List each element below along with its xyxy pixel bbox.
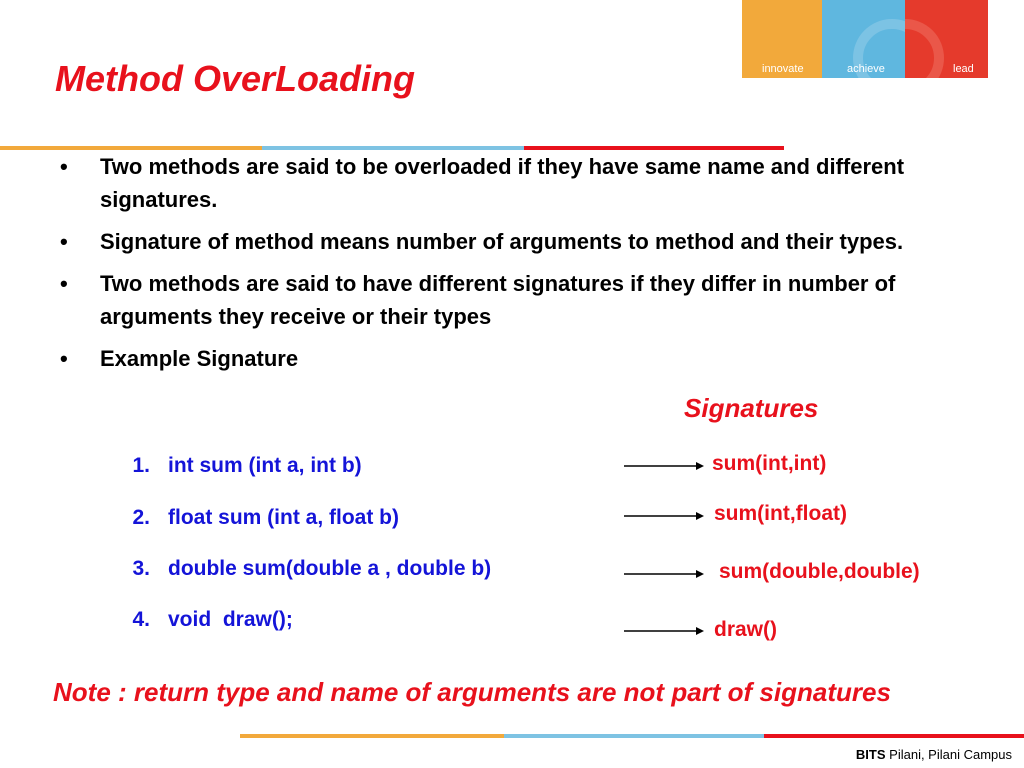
divider-blue <box>504 734 764 738</box>
signature-text: sum(int,float) <box>714 502 847 525</box>
example-number: 3. <box>132 557 150 580</box>
list-item <box>56 225 956 258</box>
bullet-text: Two methods are said to have different signatures if they differ in number of arguments they receive or their types <box>100 271 896 329</box>
arrow-icon <box>624 460 704 472</box>
example-number: 2. <box>132 506 150 529</box>
note-text: Note : return type and name of arguments are not part of signatures <box>53 677 891 707</box>
signature-text: sum(int,int) <box>712 452 827 475</box>
example-number: 4. <box>132 608 150 631</box>
bullet-list <box>56 150 956 384</box>
brand-segment-innovate <box>742 0 822 78</box>
gear-icon <box>905 0 988 78</box>
page-title: Method OverLoading <box>55 58 415 99</box>
footer-campus-name: Pilani, Pilani Campus <box>885 747 1012 762</box>
brand-segment-lead <box>905 0 988 78</box>
example-number: 1. <box>132 454 150 477</box>
bullet-dot: • <box>60 154 68 179</box>
example-code: float sum (int a, float b) <box>168 506 399 529</box>
divider-orange <box>240 734 504 738</box>
signature-text: sum(double,double) <box>719 560 920 583</box>
divider-red <box>764 734 1024 738</box>
bullet-text: Example Signature <box>100 346 299 371</box>
signature-text: draw() <box>714 618 777 641</box>
brand-label-innovate: innovate <box>762 63 804 75</box>
example-code: double sum(double a , double b) <box>168 557 492 580</box>
example-code: void draw(); <box>168 608 293 631</box>
bullet-text: Two methods are said to be overloaded if they have same name and different signatures. <box>100 154 905 212</box>
brand-segment-achieve <box>822 0 905 78</box>
arrow-icon <box>624 568 704 580</box>
list-item <box>56 150 956 216</box>
brand-label-lead: lead <box>953 63 974 75</box>
bullet-dot: • <box>60 271 68 296</box>
brand-label-achieve: achieve <box>847 63 885 75</box>
brand-banner <box>742 0 988 78</box>
arrow-icon <box>624 625 704 637</box>
footer-campus <box>856 747 1012 762</box>
bullet-text: Signature of method means number of arguments to method and their types. <box>100 229 904 254</box>
footer-bits: BITS <box>855 747 886 762</box>
bullet-dot: • <box>60 346 68 371</box>
list-item <box>56 267 956 333</box>
example-code: int sum (int a, int b) <box>168 454 362 477</box>
arrow-icon <box>624 510 704 522</box>
signatures-heading: Signatures <box>684 393 819 423</box>
list-item <box>56 342 956 375</box>
bullet-dot: • <box>60 229 68 254</box>
